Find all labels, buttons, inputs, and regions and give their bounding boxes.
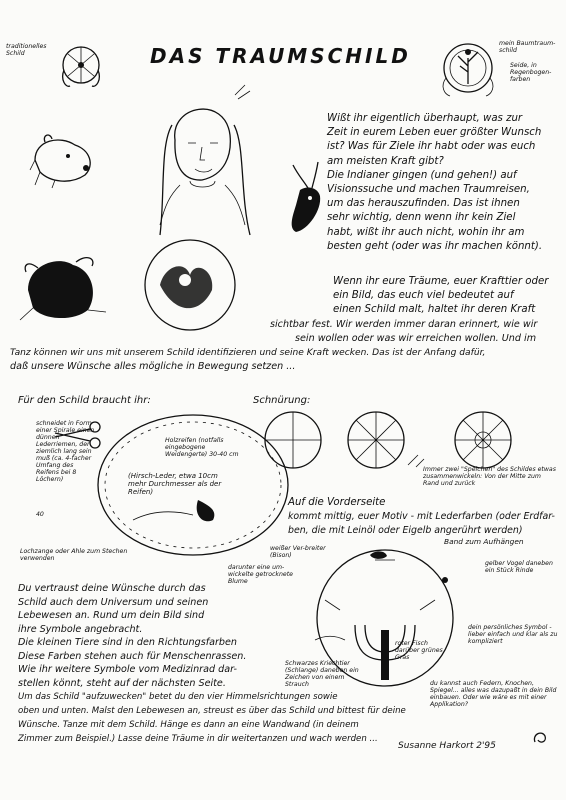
intro-line: Visionssuche und machen Traumreisen, (327, 184, 530, 196)
closing-line: Schild auch dem Universum und seinen (18, 596, 209, 608)
awl-label: Lochzange oder Ahle zum Stechen verwenden (20, 548, 128, 562)
traditional-shield-label: traditionelles Schild (6, 43, 47, 57)
dream-line: Tanz können wir uns mit unserem Schild identifizieren und seine Kraft wecken. Das ist der Anfang dafür, (10, 348, 486, 358)
signature: Susanne Harkort 2'95 (398, 741, 496, 751)
girl-with-shield-illustration (130, 85, 270, 335)
leather-prefix: schneidet in Form einer Spirale einen (36, 420, 95, 434)
front-heading: Auf die Vorderseite (288, 497, 386, 508)
intro-line: Wißt ihr eigentlich überhaupt, was zur (327, 113, 523, 124)
materials-heading: Für den Schild braucht ihr: (18, 395, 151, 406)
front-text-1: kommt mittig, euer Motiv - mit Lederfarben (oder Erdfar- (288, 511, 555, 522)
bear-illustration (30, 130, 100, 190)
silk-label: Seide, in Regenbogen-farben (510, 62, 552, 83)
feathers-label: du kannst auch Federn, Knochen, Spiegel... alles was dazupaßt in dein Bild einbauen. Oder wie wäre es mit einer Applikation? (430, 680, 557, 708)
fish-label: roter Fisch darüber grünes Gras (395, 640, 443, 661)
closing-line: Wünsche. Tanze mit dem Schild. Hänge es dann an eine Wandwand (in deinem (18, 720, 359, 730)
bison-label: weißer Ver-breiter (Bison) (270, 545, 326, 559)
bird-label: gelber Vogel daneben ein Stück Rinde (485, 560, 553, 574)
flower-label: darunter eine um-wickelte getrocknete Blume (228, 564, 293, 585)
band-label: Band zum Aufhängen (444, 537, 524, 546)
closing-line: Um das Schild "aufzuwecken" betet du den vier Himmelsrichtungen sowie (18, 692, 338, 702)
symbol-label: dein persönliches Symbol - lieber einfach und klar als zu kompliziert (468, 624, 558, 645)
lacing-note: Immer zwei "Speichen" des Schildes etwas zusammenwickeln: Von der Mitte zum Rand und zurück (423, 466, 556, 487)
dream-paragraph-top (333, 275, 563, 318)
front-text-2: ben, die mit Leinöl oder Eigelb angerührt werden) (288, 525, 523, 536)
tree-shield-drawing (438, 38, 498, 98)
hide-label: (Hirsch-Leder, etwa 10cm mehr Durchmesser als der Reifen) (128, 472, 222, 496)
closing-line: Lebewesen an. Rund um dein Bild sind (18, 610, 205, 621)
closing-line: stellen könnt, steht auf der nächsten Seite. (18, 677, 226, 689)
traditional-shield-drawing (56, 40, 106, 90)
closing-paragraph (18, 582, 288, 690)
tree-shield-label: mein Baumtraum-schild (499, 40, 556, 54)
intro-line: ist? Was für Ziele ihr habt oder was euch (327, 141, 536, 153)
intro-line: Die Indianer gingen (und gehen!) auf (327, 169, 517, 181)
buffalo-illustration (18, 250, 108, 325)
intro-paragraph (327, 112, 562, 254)
closing-line: Diese Farben stehen auch für Menschenrassen. (18, 650, 247, 662)
page-title: DAS TRAUMSCHILD (150, 44, 411, 68)
dream-line: sichtbar fest. Wir werden immer daran erinnert, wie wir (270, 319, 538, 330)
lacing-steps-drawing (258, 405, 558, 475)
closing-line: Die kleinen Tiere sind in den Richtungsfarben (18, 637, 238, 648)
intro-line: habt, wißt ihr auch nicht, wohin ihr am (327, 226, 525, 238)
dream-line: sein wollen oder was wir erreichen wollen. Und im (295, 333, 537, 344)
intro-line: am meisten Kraft gibt? (327, 155, 444, 167)
forty-label: 40 (36, 511, 44, 518)
leather-strip-note (36, 420, 96, 483)
dream-line: einen Schild malt, haltet ihr deren Kraft (333, 304, 536, 316)
leather-text: dünnen Lederriemen, der ziemlich lang sein muß (ca. 4-facher Umfang des Reifens bei 8 Löchern) (36, 434, 92, 483)
closing-line: ihre Symbole angebracht. (18, 623, 143, 635)
dream-line: Wenn ihr eure Träume, euer Krafttier oder (333, 276, 549, 287)
snake-label: Schwarzes Kriechtier (Schlange) daneben ein Zeichen von einem Strauch (285, 660, 359, 688)
dream-line: ein Bild, das euch viel bedeutet auf (333, 290, 514, 302)
dream-line: daß unsere Wünsche alles mögliche in Bewegung setzen ... (10, 361, 296, 372)
intro-line: Zeit in eurem Leben euer größter Wunsch (327, 127, 542, 139)
hoop-label: Holzreifen (notfalls eingebogene Weidengerte) 30-40 cm (165, 437, 239, 458)
intro-line: um das herauszufinden. Das ist ihnen (327, 198, 520, 210)
closing-line: Zimmer zum Beispiel.) Lasse deine Träume in dir weitertanzen und wach werden ... (18, 734, 378, 744)
antelope-illustration (278, 160, 333, 235)
lacing-heading: Schnürung: (253, 395, 311, 406)
closing-line: Du vertraust deine Wünsche durch das (18, 583, 206, 594)
intro-line: sehr wichtig, denn wenn ihr kein Ziel (327, 212, 516, 224)
intro-line: besten geht (oder was ihr machen könnt). (327, 240, 543, 252)
closing-line: Wie ihr weitere Symbole vom Medizinrad dar- (18, 664, 237, 675)
artist-mark-icon (530, 728, 550, 748)
closing-line: oben und unten. Malst den Lebewesen an, streust es über das Schild und bittest für deine (18, 706, 406, 716)
